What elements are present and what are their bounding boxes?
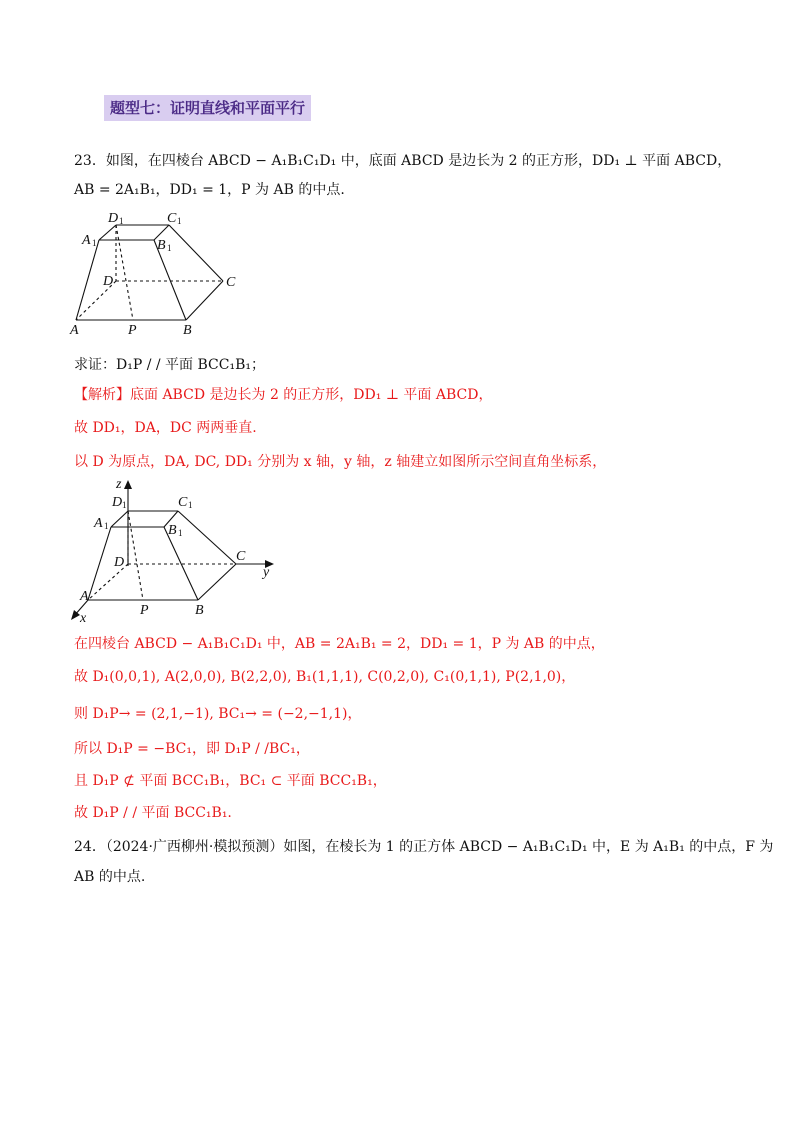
- frustum-axes-figure: [66, 476, 286, 626]
- solution-line3: 以 D 为原点，DA, DC, DD₁ 分别为 x 轴，y 轴，z 轴建立如图所示空间直角坐标系，: [74, 454, 607, 470]
- label-P: P: [128, 323, 137, 338]
- solution-line1-text: 底面 ABCD 是边长为 2 的正方形，DD₁ ⊥ 平面 ABCD，: [130, 387, 493, 403]
- label2-A1: A: [94, 516, 103, 531]
- label-C1: C: [167, 211, 177, 226]
- section-title: 题型七：证明直线和平面平行: [104, 95, 311, 121]
- label2-P: P: [140, 603, 149, 618]
- label2-D1-sub: 1: [122, 500, 127, 510]
- label-D: D: [103, 274, 114, 289]
- q23-line1: 23．如图，在四棱台 ABCD − A₁B₁C₁D₁ 中，底面 ABCD 是边长为 2 的正方形，DD₁ ⊥ 平面 ABCD，: [74, 153, 732, 169]
- label2-B: B: [195, 603, 204, 618]
- label-B1-sub: 1: [167, 243, 172, 253]
- q23-prove: 求证：D₁P / / 平面 BCC₁B₁；: [74, 357, 265, 373]
- label-A1: A: [82, 233, 91, 248]
- label2-A: A: [80, 589, 89, 604]
- label-B: B: [183, 323, 192, 338]
- q24-line1: 24．（2024·广西柳州·模拟预测）如图，在棱长为 1 的正方体 ABCD − A₁B₁C₁D₁ 中，E 为 A₁B₁ 的中点，F 为: [74, 839, 774, 855]
- solution-line4: 在四棱台 ABCD − A₁B₁C₁D₁ 中，AB = 2A₁B₁ = 2，DD₁ = 1，P 为 AB 的中点，: [74, 636, 605, 652]
- solution-tag: 【解析】: [74, 387, 130, 403]
- axis-z-label: z: [116, 477, 122, 492]
- label2-A1-sub: 1: [104, 521, 109, 531]
- q24-line2: AB 的中点.: [74, 869, 146, 885]
- solution-line5: 故 D₁(0,0,1), A(2,0,0), B(2,2,0), B₁(1,1,1), C(0,2,0), C₁(0,1,1), P(2,1,0)，: [74, 669, 576, 685]
- solution-line2: 故 DD₁，DA，DC 两两垂直.: [74, 420, 257, 436]
- label-D1-sub: 1: [119, 216, 124, 226]
- label2-C: C: [236, 549, 246, 564]
- label-D1: D: [108, 211, 119, 226]
- axis-y-label: y: [263, 565, 270, 580]
- solution-line1: [74, 385, 492, 405]
- label2-C1: C: [178, 495, 188, 510]
- label2-B1-sub: 1: [178, 528, 183, 538]
- label-A1-sub: 1: [92, 238, 97, 248]
- solution-line8: 且 D₁P ⊄ 平面 BCC₁B₁，BC₁ ⊂ 平面 BCC₁B₁，: [74, 773, 387, 789]
- axis-x-label: x: [80, 611, 87, 626]
- label2-D: D: [114, 555, 125, 570]
- label2-C1-sub: 1: [188, 500, 193, 510]
- solution-line9: 故 D₁P / / 平面 BCC₁B₁.: [74, 805, 232, 821]
- frustum-figure: [66, 208, 246, 338]
- q23-line2: AB = 2A₁B₁，DD₁ = 1，P 为 AB 的中点.: [74, 182, 345, 198]
- label-A: A: [70, 323, 79, 338]
- label-C1-sub: 1: [177, 216, 182, 226]
- label2-D1: D: [112, 495, 123, 510]
- label-C: C: [226, 275, 236, 290]
- solution-line7: 所以 D₁P = −BC₁，即 D₁P / /BC₁，: [74, 741, 310, 757]
- label-B1: B: [157, 238, 166, 253]
- label2-B1: B: [168, 523, 177, 538]
- solution-line6: 则 D₁P→ = (2,1,−1), BC₁→ = (−2,−1,1)，: [74, 706, 362, 722]
